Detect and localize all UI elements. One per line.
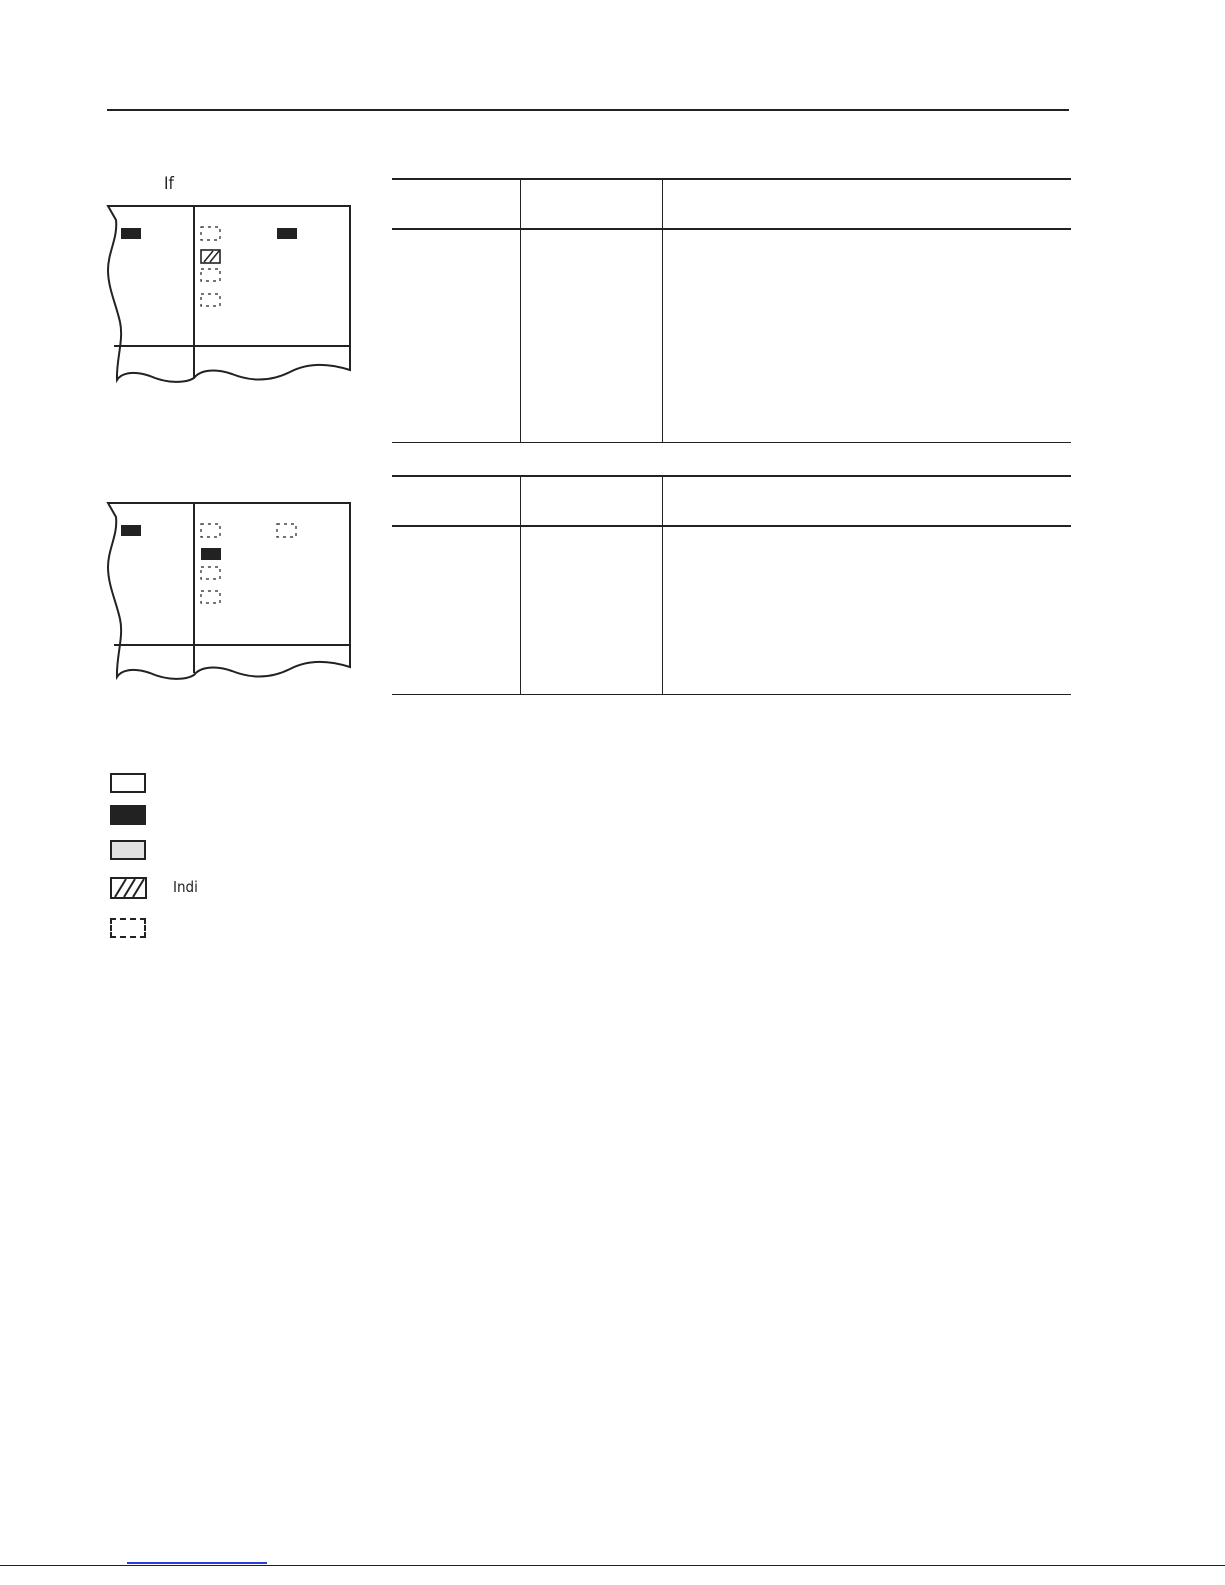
header-rule <box>107 109 1069 111</box>
solid-indicator <box>201 548 221 560</box>
table-top-rule <box>392 475 1071 477</box>
solid-indicator <box>121 525 141 536</box>
solid-indicator <box>121 228 141 239</box>
table-column-divider <box>520 178 521 443</box>
table-header-rule <box>392 228 1071 230</box>
legend-open-box <box>110 773 146 793</box>
table-2 <box>392 475 1071 697</box>
table-column-divider <box>662 475 663 695</box>
table-column-divider <box>662 178 663 443</box>
table-top-rule <box>392 178 1071 180</box>
legend-hatched-label: Indi <box>173 878 198 896</box>
legend-dashed-box <box>110 918 146 938</box>
legend-gray-box <box>110 840 146 860</box>
table-bottom-rule <box>392 442 1071 443</box>
table-header-rule <box>392 525 1071 527</box>
legend-hatched-box <box>110 877 148 905</box>
legend-solid-box <box>110 805 146 825</box>
table-column-divider <box>520 475 521 695</box>
table-bottom-rule <box>392 694 1071 695</box>
solid-indicator <box>277 228 297 239</box>
footer-link-underline[interactable] <box>127 1562 267 1564</box>
section-label: If <box>164 174 174 194</box>
footer-rule <box>0 1565 1225 1566</box>
table-1 <box>392 178 1071 445</box>
indicator-diagram-2 <box>100 497 360 687</box>
indicator-diagram-1 <box>100 200 360 390</box>
